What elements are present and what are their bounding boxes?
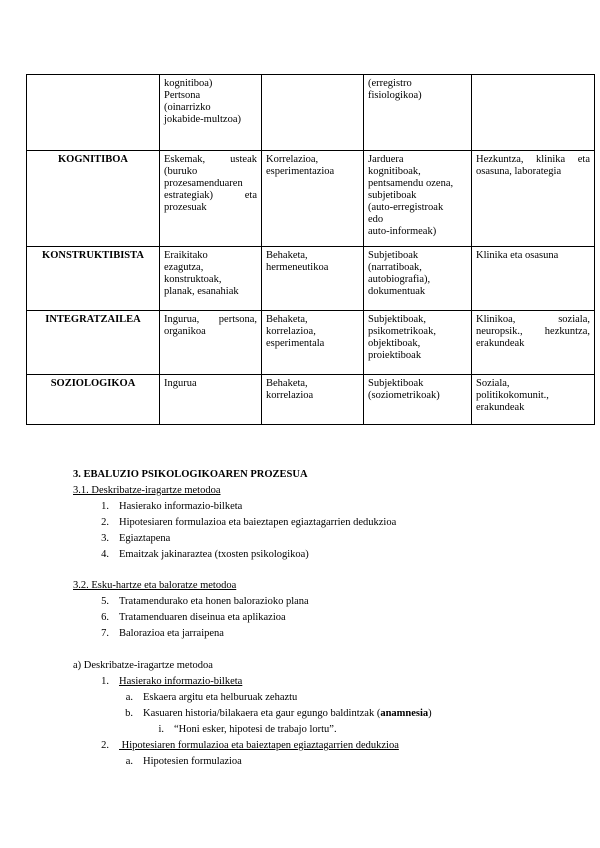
part-a-title: a) Deskribatze-iragartze metodoa xyxy=(73,660,213,671)
table-cell: Korrelazioa, esperimentazioa xyxy=(262,151,364,247)
list-item: 5. Tratamendurako eta honen balorazioko plana xyxy=(101,596,309,607)
table-cell xyxy=(472,75,595,151)
list-item: 2. Hipotesiaren formulazioa eta baieztapen egiaztagarrien dedukzioa xyxy=(101,740,399,751)
table-cell: Subjektiboak, psikometrikoak, objektiboak, proiektiboak xyxy=(364,311,472,375)
table-cell: Soziala, politikokomunit., erakundeak xyxy=(472,375,595,425)
table-cell: Behaketa, korrelazioa, esperimentala xyxy=(262,311,364,375)
table-cell: (erregistro fisiologikoa) xyxy=(364,75,472,151)
list-item: b. Kasuaren historia/bilakaera eta gaur egungo baldintzak (anamnesia) xyxy=(125,708,432,719)
approach-label xyxy=(27,75,160,151)
list-item: 2. Hipotesiaren formulazioa eta baieztapen egiaztagarrien dedukzioa xyxy=(101,517,397,528)
table-cell: Eraikitako ezagutza, konstruktoak, planak, esanahiak xyxy=(160,247,262,311)
table-cell: Jarduera kognitiboak, pentsamendu ozena, subjetiboak (auto-erregistroak edo auto-informeak) xyxy=(364,151,472,247)
table-cell: Subjetiboak (narratiboak, autobiografia), dokumentuak xyxy=(364,247,472,311)
table-cell: Ingurua, pertsona, organikoa xyxy=(160,311,262,375)
approach-label: SOZIOLOGIKOA xyxy=(27,375,160,425)
table-row xyxy=(27,311,595,375)
list-item: 1. Hasierako informazio-bilketa xyxy=(101,501,243,512)
table-cell: Klinika eta osasuna xyxy=(472,247,595,311)
section-3-title: 3. EBALUZIO PSIKOLOGIKOAREN PROZESUA xyxy=(73,469,308,480)
table-row xyxy=(27,75,595,151)
table-cell xyxy=(262,75,364,151)
list-item: a. Eskaera argitu eta helburuak zehaztu xyxy=(125,692,298,703)
table-row xyxy=(27,151,595,247)
list-item: 1. Hasierako informazio-bilketa xyxy=(101,676,243,687)
list-item: i. “Honi esker, hipotesi de trabajo lortu”. xyxy=(158,724,337,735)
list-item: 6. Tratamenduaren diseinua eta aplikazioa xyxy=(101,612,286,623)
table-cell: Klinikoa, soziala, neuropsik., hezkuntza, erakundeak xyxy=(472,311,595,375)
table-row xyxy=(27,247,595,311)
table-cell: kognitiboa) Pertsona (oinarrizko jokabide-multzoa) xyxy=(160,75,262,151)
table-cell: Eskemak, usteak (buruko prozesamenduaren estrategiak) eta prozesuak xyxy=(160,151,262,247)
list-item: a. Hipotesien formulazioa xyxy=(125,756,242,767)
table-cell: Behaketa, korrelazioa xyxy=(262,375,364,425)
list-item: 7. Balorazioa eta jarraipena xyxy=(101,628,224,639)
table-cell: Ingurua xyxy=(160,375,262,425)
list-item: 3. Egiaztapena xyxy=(101,533,171,544)
approach-label: KOGNITIBOA xyxy=(27,151,160,247)
table-cell: Subjektiboak (soziometrikoak) xyxy=(364,375,472,425)
table-row xyxy=(27,375,595,425)
table-cell: Behaketa, hermeneutikoa xyxy=(262,247,364,311)
approach-label: INTEGRATZAILEA xyxy=(27,311,160,375)
section-3-2-title: 3.2. Esku-hartze eta baloratze metodoa xyxy=(73,580,237,591)
table-cell: Hezkuntza, klinika eta osasuna, laborategia xyxy=(472,151,595,247)
approaches-table xyxy=(26,74,595,425)
section-3-1-title: 3.1. Deskribatze-iragartze metodoa xyxy=(73,485,221,496)
approach-label: KONSTRUKTIBISTA xyxy=(27,247,160,311)
list-item: 4. Emaitzak jakinaraztea (txosten psikologikoa) xyxy=(101,549,309,560)
